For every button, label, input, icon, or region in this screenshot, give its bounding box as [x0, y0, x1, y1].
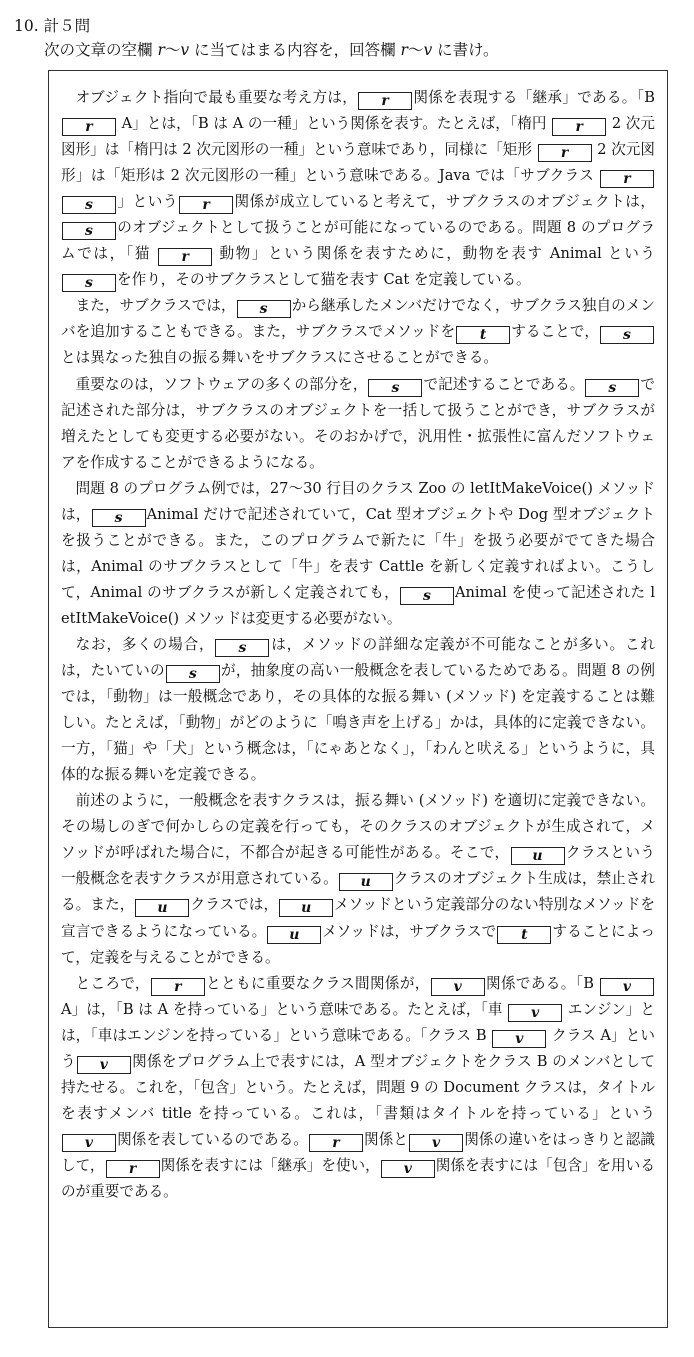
question-number: 10. [14, 17, 39, 35]
blank-r: r [158, 248, 212, 266]
blank-r: r [106, 1160, 160, 1178]
blank-r: r [179, 196, 233, 214]
blank-v: v [77, 1056, 131, 1074]
blank-r: r [62, 118, 116, 136]
blank-r: r [309, 1134, 363, 1152]
blank-v: v [381, 1160, 435, 1178]
blank-u: u [267, 926, 321, 944]
blank-t: t [456, 326, 510, 344]
question-count: 計５問 [43, 17, 91, 35]
paragraph-importance: 重要なのは，ソフトウェアの多くの部分を， s で記述することである。 s で記述された部分は，サブクラスのオブジェクトを一括して扱うことができ，サブクラスが増えたとしても変更する必要がない。そのおかげで，汎用性・拡張性に富んだソフトウェアを作成することができるようになる。 [61, 375, 655, 471]
blank-s: s [585, 379, 639, 397]
blank-v: v [409, 1134, 463, 1152]
blank-s: s [600, 326, 654, 344]
blank-s: s [400, 587, 454, 605]
blank-v: v [431, 978, 485, 996]
blank-u: u [339, 873, 393, 891]
question-title-line [14, 14, 684, 38]
blank-u: u [279, 899, 333, 917]
paragraph-inheritance: オブジェクト指向で最も重要な考え方は， r 関係を表現する「継承」である。「B r A」とは，「B は A の一種」という関係を表す。たとえば，「楕円 r 2 次元図形」は「楕円は 2 次元図形の一種」という意味であり，同様に「矩形 r 2 次元図形」は「矩形は 2 次元図形の一種」という意味である。Java では「サブクラス r s 」という r 関係が成立していると考えて，サブクラスのオブジェクトは，s のオブジェクトとして扱うことが可能になっているのである。問題 8 のプログラムでは，「猫 r 動物」という関係を表すために，動物を表す Animal というs を作り，そのサブクラスとして猫を表す Cat を定義している。 [61, 89, 655, 292]
question-header [14, 14, 684, 62]
passage-box [48, 70, 668, 1328]
blank-v: v [600, 978, 654, 996]
blank-v: v [508, 1004, 562, 1022]
paragraph-abstract-class: 前述のように，一般概念を表すクラスは，振る舞い (メソッド) を適切に定義できない。その場しのぎで何かしらの定義を行っても，そのクラスのオブジェクトが生成されて，メソッドが呼ばれた場合に，不都合が起きる可能性がある。そこで， u クラスという一般概念を表すクラスが用意されている。 u クラスのオブジェクト生成は，禁止される。また， u クラスでは， u メソッドという定義部分のない特別なメソッドを宣言できるようになっている。 u メソッドは，サブクラスで t することによって，定義を与えることができる。 [61, 792, 655, 966]
blank-u: u [135, 899, 189, 917]
blank-s: s [62, 196, 116, 214]
question-instruction: 次の文章の空欄 r〜v に当てはまる内容を，回答欄 r〜v に書け。 [44, 41, 499, 59]
paragraph-zoo-example: 問題 8 のプログラム例では，27〜30 行目のクラス Zoo の letItMakeVoice() メソッドは， s Animal だけで記述されていて，Cat 型オブジェクトや Dog 型オブジェクトを扱うことができる。また，このプログラムで新たに「牛」を扱う必要がでてきた場合は，Animal のサブクラスとして「牛」を表す Cattle を新しく定義すればよい。こうして，Animal のサブクラスが新しく定義されても， s Animal を使って記述された letItMakeVoice() メソッドは変更する必要がない。 [61, 479, 655, 627]
blank-u: u [511, 847, 565, 865]
blank-r: r [600, 170, 654, 188]
blank-s: s [368, 379, 422, 397]
blank-r: r [151, 978, 205, 996]
blank-r: r [552, 118, 606, 136]
blank-s: s [62, 222, 116, 240]
blank-t: t [497, 926, 551, 944]
paragraph-subclass-members: また，サブクラスでは， s から継承したメンバだけでなく，サブクラス独自のメンバを追加することもできる。また，サブクラスでメソッドを t することで， sとは異なった独自の振る舞いをサブクラスにさせることができる。 [61, 297, 656, 367]
blank-s: s [166, 665, 220, 683]
blank-r: r [358, 92, 412, 110]
blank-v: v [492, 1030, 546, 1048]
blank-s: s [215, 639, 269, 657]
blank-s: s [62, 274, 116, 292]
blank-r: r [538, 144, 592, 162]
blank-s: s [237, 300, 291, 318]
paragraph-has-a: ところで， r とともに重要なクラス間関係が， v 関係である。「B v A」は，「B は A を持っている」という意味である。たとえば，「車 v エンジン」とは，「車はエンジンを持っている」という意味である。「クラス B v クラス A」という v 関係をプログラム上で表すには，A 型オブジェクトをクラス B のメンバとして持たせる。これを，「包含」という。たとえば，問題 9 の Document クラスは，タイトルを表すメンバ title を持っている。これは，「書類はタイトルを持っている」というv 関係を表しているのである。 r 関係と v 関係の違いをはっきりと認識して， r 関係を表すには「継承」を使い， v 関係を表すには「包含」を用いるのが重要である。 [61, 974, 655, 1200]
paragraph-general-concept: なお，多くの場合， s は，メソッドの詳細な定義が不可能なことが多い。これは，たいていの s が，抽象度の高い一般概念を表しているためである。問題 8 の例では，「動物」は一般概念であり，その具体的な振る舞い (メソッド) を定義することは難しい。たとえば，「動物」がどのように「鳴き声を上げる」かは，具体的に定義できない。一方，「猫」や「犬」という概念は，「にゃあとなく」，「わんと吠える」というように，具体的な振る舞いを定義できる。 [61, 635, 655, 784]
blank-v: v [62, 1134, 116, 1152]
blank-s: s [92, 509, 146, 527]
